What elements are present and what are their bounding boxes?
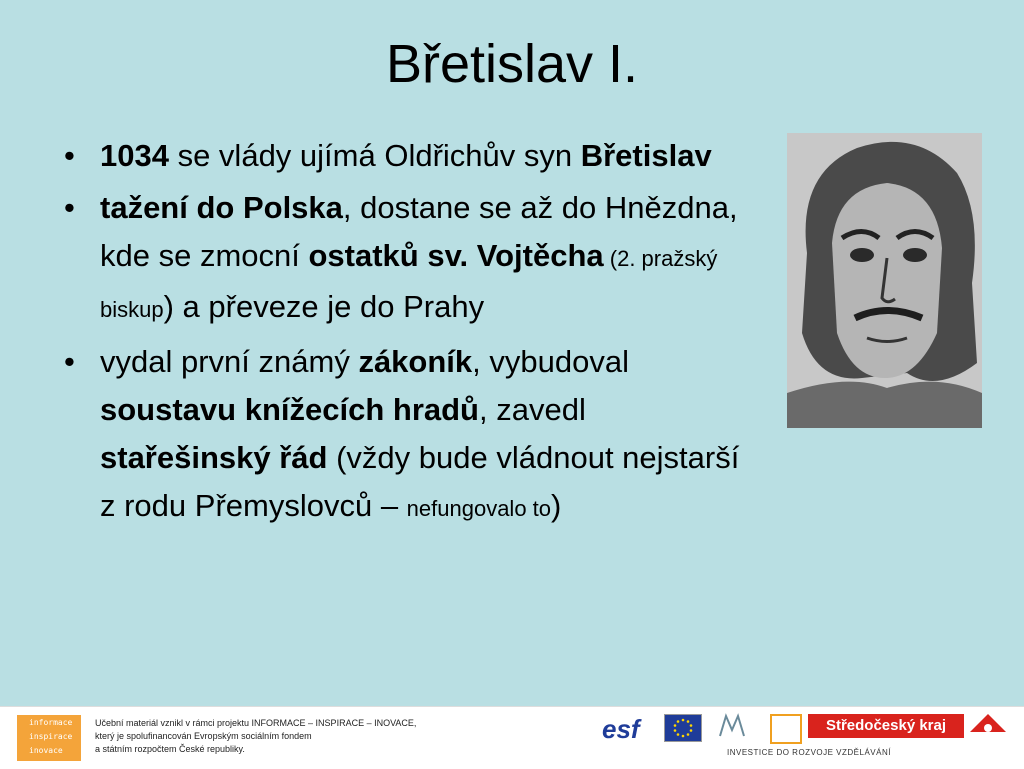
bullet-name: Břetislav — [580, 138, 712, 173]
bullet-small-text: nefungovalo to — [406, 496, 552, 521]
bullet-text: a převeze je do Prahy — [173, 289, 485, 324]
bullet-text: se vlády ujímá Oldřichův syn — [168, 138, 581, 173]
bullet-icon: • — [64, 138, 75, 173]
eu-flag-icon — [664, 714, 702, 742]
bullet-bold: soustavu knížecích hradů — [100, 392, 479, 427]
bullet-text: , dostane se až do Hnězdna, kde se zmocní — [100, 190, 738, 273]
bullet-bold: stařešinský řád — [100, 440, 328, 475]
bullet-text: ) — [551, 488, 562, 523]
investice-label: INVESTICE DO ROZVOJE VZDĚLÁVÁNÍ — [727, 748, 891, 757]
bullet-bold: ostatků sv. Vojtěcha — [308, 238, 604, 273]
logo-line: inspirace — [29, 732, 73, 741]
bullet-text: , zavedl — [479, 392, 586, 427]
bullet-item-2 — [60, 184, 760, 334]
portrait-image — [787, 133, 982, 428]
stredocesky-kraj-logo: Středočeský kraj — [808, 714, 964, 738]
bullet-text: (vždy bude vládnout nejstarší z rodu Přemyslovců – — [100, 440, 740, 523]
bullet-item-1 — [60, 132, 760, 180]
msmt-logo-icon — [716, 712, 754, 740]
bullet-list — [60, 132, 760, 537]
bullet-text: vydal první známý — [100, 344, 359, 379]
bullet-text: ) — [163, 289, 174, 324]
bullet-small-text: (2. pražský biskup — [100, 246, 718, 322]
footer-line: který je spolufinancován Evropským sociálním fondem — [95, 731, 312, 741]
jesenice-crest-icon — [968, 712, 1008, 748]
esf-logo: esf — [602, 714, 640, 744]
informace-inspirace-inovace-logo — [17, 715, 81, 761]
bullet-item-3 — [60, 338, 760, 533]
bullet-bold: tažení do Polska — [100, 190, 343, 225]
bullet-year: 1034 — [100, 138, 169, 173]
partner-logo-icon — [770, 714, 802, 744]
logo-line: informace — [29, 718, 73, 727]
footer-credit-text — [95, 717, 495, 756]
slide-title: Břetislav I. — [385, 34, 639, 94]
bullet-text: , vybudoval — [472, 344, 629, 379]
footer-line: a státním rozpočtem České republiky. — [95, 744, 245, 754]
bullet-bold: zákoník — [358, 344, 473, 379]
footer-line: Učební materiál vznikl v rámci projektu INFORMACE – INSPIRACE – INOVACE, — [95, 718, 417, 728]
bullet-icon: • — [64, 190, 75, 225]
bullet-icon: • — [64, 344, 75, 379]
portrait-illustration — [787, 133, 982, 428]
logo-line: inovace — [29, 746, 63, 755]
